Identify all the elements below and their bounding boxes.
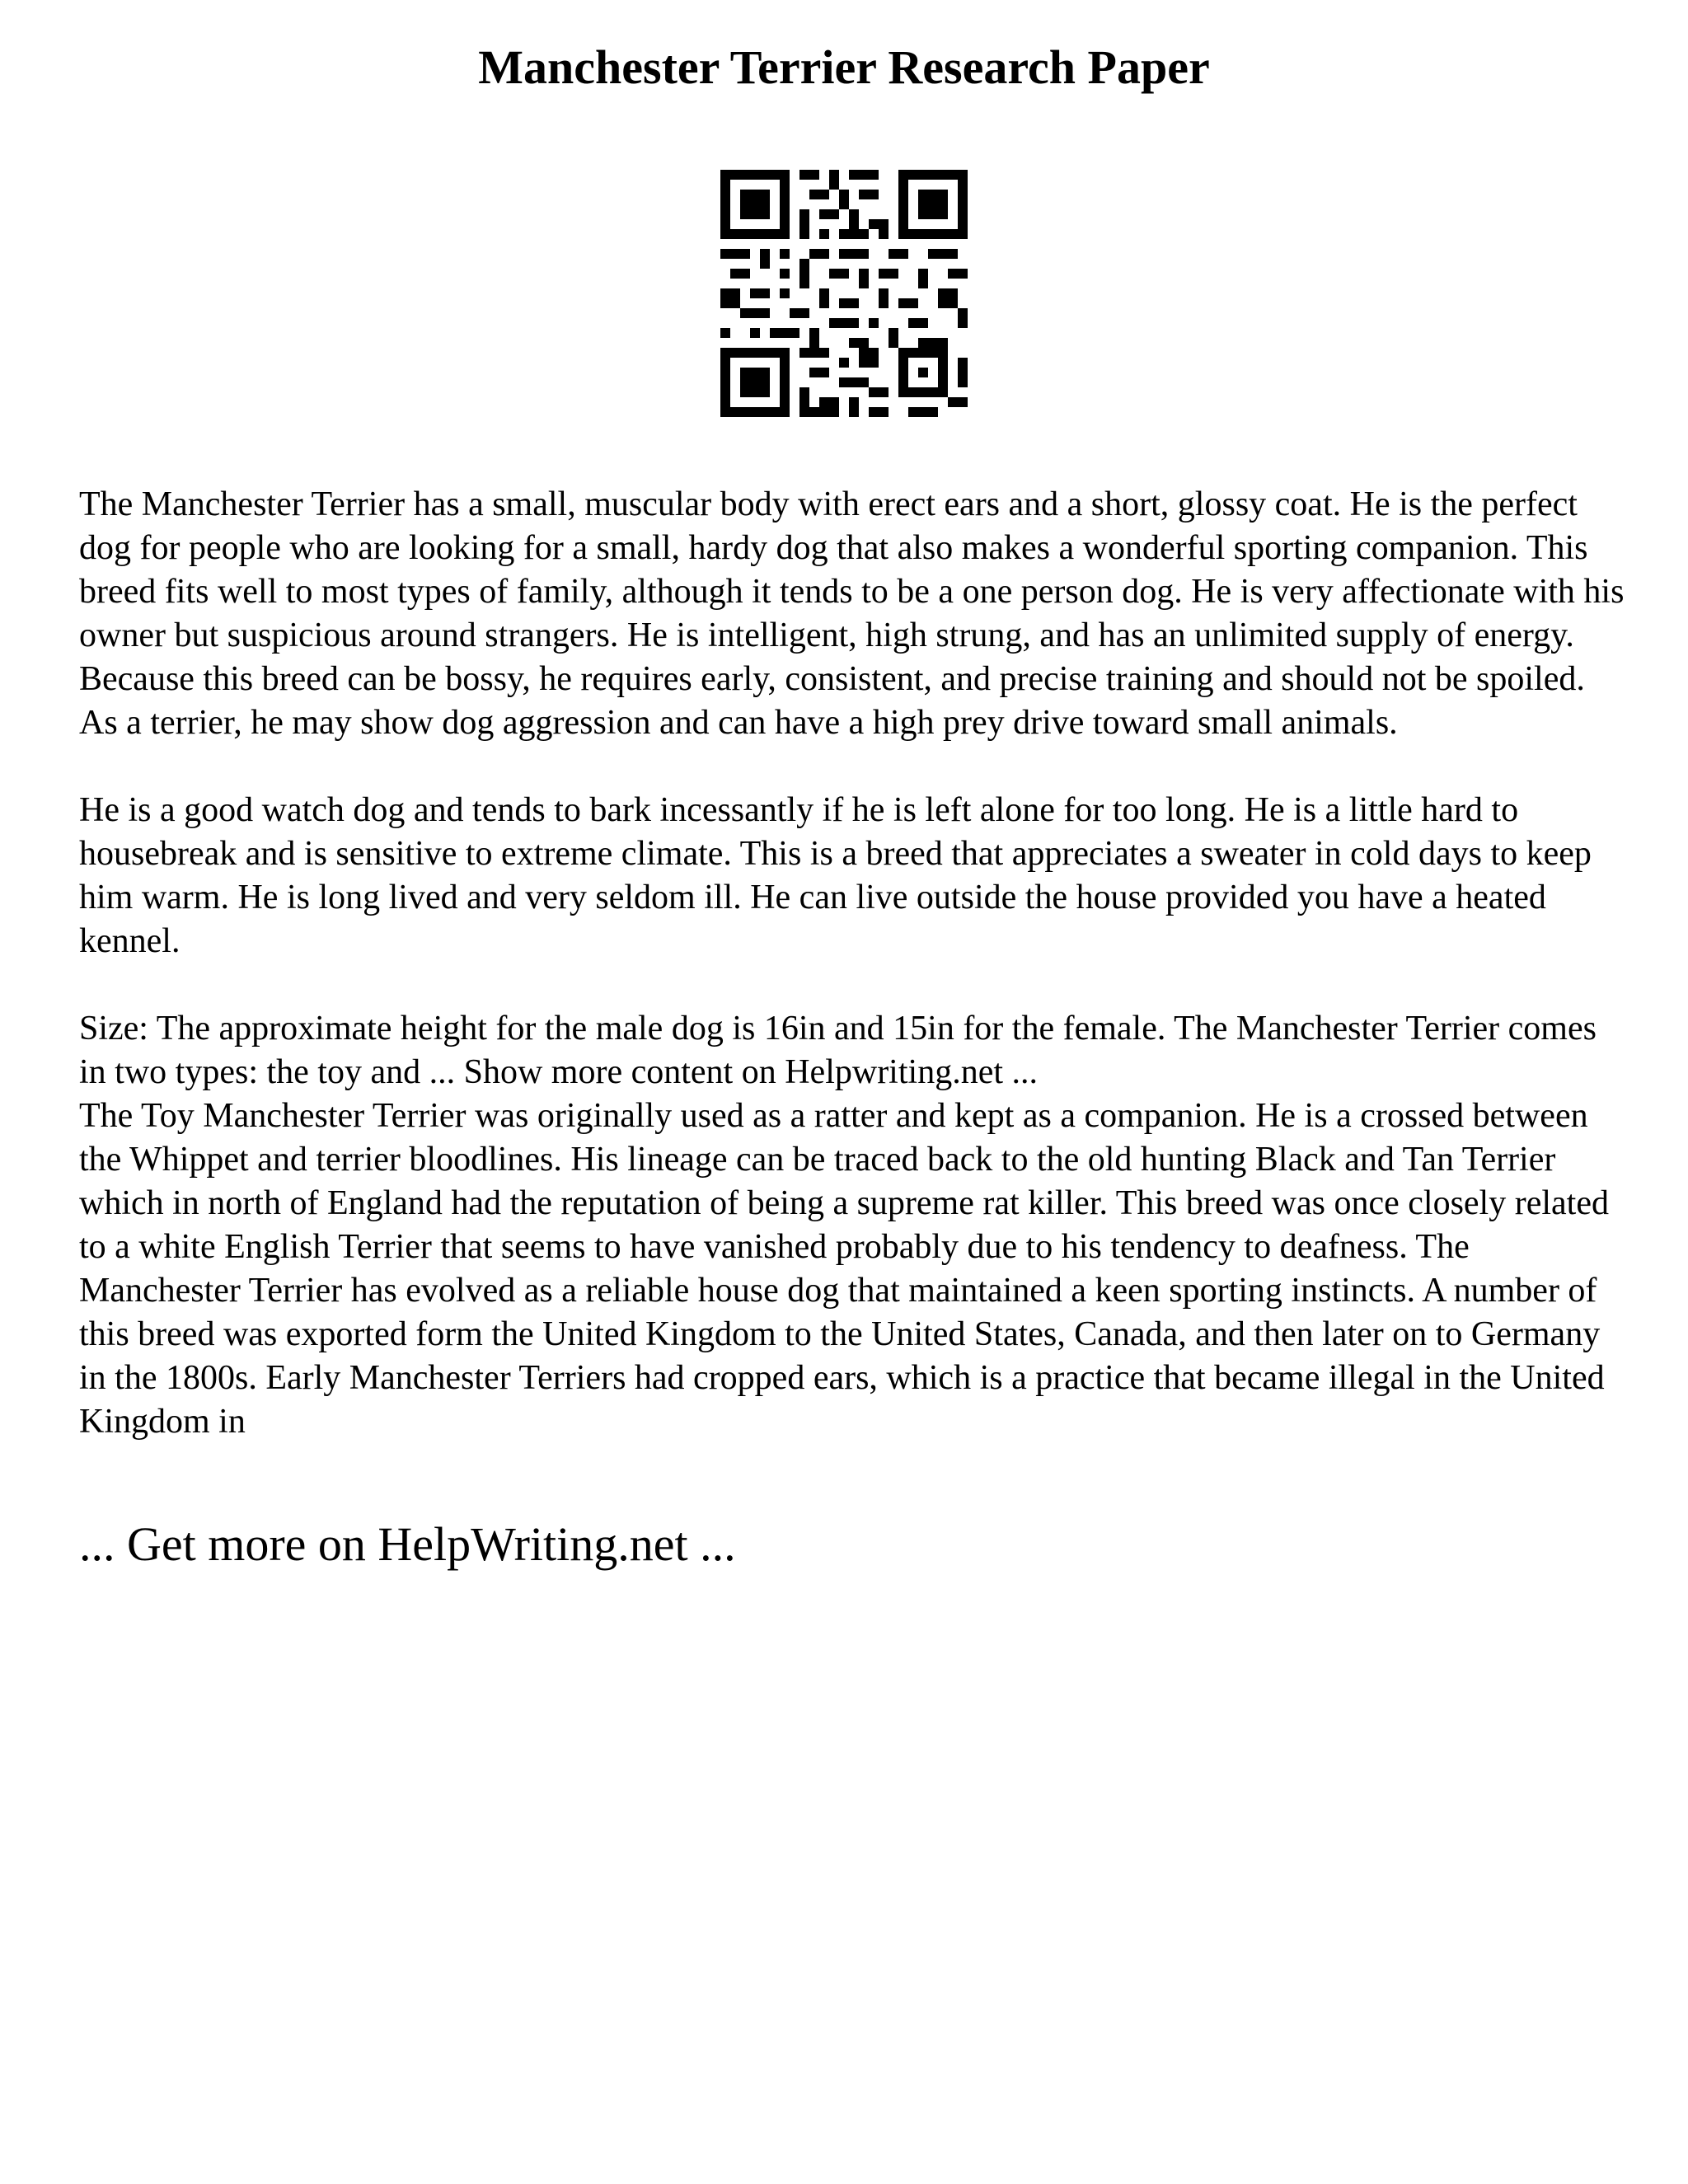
- paragraph: He is a good watch dog and tends to bark incessantly if he is left alone for too long. He is a little hard to housebreak and is sensitive to extreme climate. This is a breed that appreciates a sweater in cold days to keep him warm. He is long lived and very seldom ill. He can live outside the house provided you have a heated kennel.: [79, 791, 1592, 960]
- paragraph: The Toy Manchester Terrier was originally used as a ratter and kept as a companion. He is a crossed between the Whippet and terrier bloodlines. His lineage can be traced back to the old hunting Black and Tan Terrier which in north of England had the reputation of being a supreme rat killer. This breed was once closely related to a white English Terrier that seems to have vanished probably due to his tendency to deafness. The Manchester Terrier has evolved as a reliable house dog that maintained a keen sporting instincts. A number of this breed was exported form the United Kingdom to the United States, Canada, and then later on to Germany in the 1800s. Early Manchester Terriers had cropped ears, which is a practice that became illegal in the United Kingdom in: [79, 1097, 1609, 1441]
- qr-code-icon: [720, 170, 968, 417]
- article-body: [79, 483, 1629, 1444]
- page-title: Manchester Terrier Research Paper: [478, 40, 1210, 94]
- paragraph: Size: The approximate height for the male dog is 16in and 15in for the female. The Manchester Terrier comes in two types: the toy and ... Show more content on Helpwriting.net ...: [79, 1010, 1597, 1091]
- get-more-link[interactable]: ... Get more on HelpWriting.net ...: [79, 1517, 736, 1571]
- paragraph: The Manchester Terrier has a small, muscular body with erect ears and a short, glossy coat. He is the perfect dog for people who are looking for a small, hardy dog that also makes a wonderful sporting companion. This breed fits well to most types of family, although it tends to be a one person dog. He is very affectionate with his owner but suspicious around strangers. He is intelligent, high strung, and has an unlimited supply of energy. Because this breed can be bossy, he requires early, consistent, and precise training and should not be spoiled. As a terrier, he may show dog aggression and can have a high prey drive toward small animals.: [79, 485, 1625, 742]
